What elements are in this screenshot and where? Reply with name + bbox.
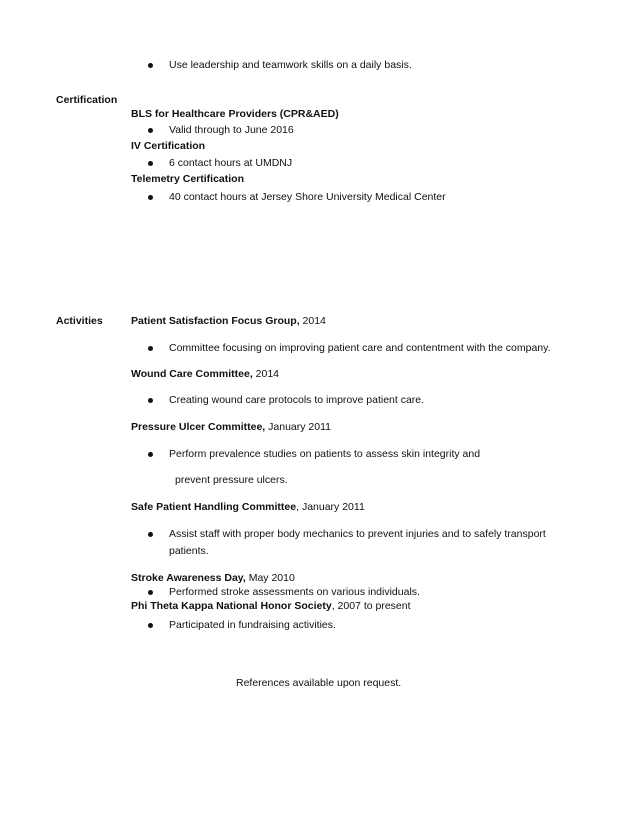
cert-bullet-telemetry: 40 contact hours at Jersey Shore University Medical Center: [169, 191, 446, 203]
activity-date: , 2007 to present: [331, 600, 411, 612]
activities-heading: Activities: [56, 315, 103, 327]
bullet-icon: [148, 161, 153, 166]
cert-bullet-iv: 6 contact hours at UMDNJ: [169, 157, 293, 169]
activity-date: 2014: [299, 315, 326, 327]
bullet-icon: [148, 195, 153, 200]
top-bullet-text: Use leadership and teamwork skills on a daily basis.: [169, 59, 412, 71]
cert-title-telemetry: Telemetry Certification: [131, 173, 245, 185]
activity-date: January 2011: [265, 421, 332, 433]
certification-heading: Certification: [56, 94, 118, 106]
cert-title-bls: BLS for Healthcare Providers (CPR&AED): [131, 108, 339, 120]
bullet-icon: [148, 590, 153, 595]
activity-title-patient-satisfaction: [131, 315, 326, 327]
activity-bullet-pressure-ulcer: Perform prevalence studies on patients to assess skin integrity and: [169, 448, 481, 460]
activity-date: May 2010: [245, 572, 295, 584]
activity-name: Patient Satisfaction Focus Group,: [131, 315, 300, 327]
cert-title-iv: IV Certification: [131, 140, 206, 152]
activity-bullet-pressure-ulcer-cont: prevent pressure ulcers.: [175, 474, 288, 486]
cert-bullet-bls: Valid through to June 2016: [169, 124, 294, 136]
bullet-icon: [148, 63, 153, 68]
bullet-icon: [148, 452, 153, 457]
activity-name: Safe Patient Handling Committee: [131, 501, 297, 513]
activity-title-wound-care: [131, 368, 279, 380]
bullet-icon: [148, 346, 153, 351]
activity-name: Wound Care Committee,: [131, 368, 253, 380]
activity-title-phi-theta-kappa: [131, 600, 411, 612]
activity-title-pressure-ulcer: [131, 421, 331, 433]
activity-bullet-safe-patient-cont: patients.: [169, 545, 209, 557]
activity-name: Pressure Ulcer Committee,: [131, 421, 266, 433]
activity-bullet-safe-patient: Assist staff with proper body mechanics to prevent injuries and to safely transport: [169, 528, 546, 540]
activity-date: , January 2011: [296, 501, 365, 513]
activity-name: Phi Theta Kappa National Honor Society: [131, 600, 332, 612]
activity-bullet-phi-theta-kappa: Participated in fundraising activities.: [169, 619, 336, 631]
references-note: References available upon request.: [236, 677, 402, 689]
bullet-icon: [148, 398, 153, 403]
bullet-icon: [148, 623, 153, 628]
activity-name: Stroke Awareness Day,: [131, 572, 246, 584]
activity-bullet-patient-satisfaction: Committee focusing on improving patient care and contentment with the company.: [169, 342, 551, 354]
activity-date: 2014: [252, 368, 280, 380]
activity-title-stroke-awareness: [131, 572, 295, 584]
activity-title-safe-patient: [131, 501, 365, 513]
bullet-icon: [148, 532, 153, 537]
activity-bullet-wound-care: Creating wound care protocols to improve patient care.: [169, 394, 425, 406]
bullet-icon: [148, 128, 153, 133]
activity-bullet-stroke-awareness: Performed stroke assessments on various individuals.: [169, 586, 420, 598]
